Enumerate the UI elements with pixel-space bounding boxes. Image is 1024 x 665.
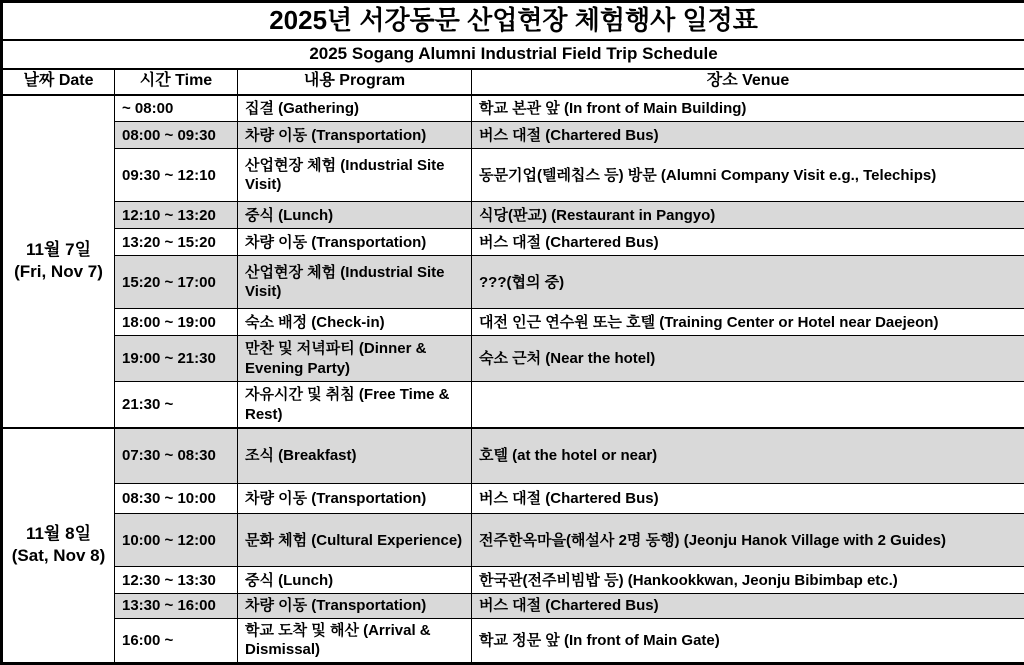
venue-cell: 한국관(전주비빔밥 등) (Hankookkwan, Jeonju Bibimbap etc.)	[472, 567, 1024, 594]
time-cell: 18:00 ~ 19:00	[115, 309, 238, 336]
schedule-row	[2, 382, 1024, 428]
schedule-row	[2, 428, 1024, 484]
time-cell: 13:20 ~ 15:20	[115, 229, 238, 256]
venue-cell: 버스 대절 (Chartered Bus)	[472, 229, 1024, 256]
date-cell-day2	[2, 428, 115, 664]
col-header-date: 날짜 Date	[2, 69, 115, 95]
schedule-row	[2, 309, 1024, 336]
venue-cell: 전주한옥마을(해설사 2명 동행) (Jeonju Hanok Village with 2 Guides)	[472, 514, 1024, 567]
time-cell: 07:30 ~ 08:30	[115, 428, 238, 484]
time-cell: 13:30 ~ 16:00	[115, 594, 238, 619]
program-cell: 차량 이동 (Transportation)	[238, 229, 472, 256]
time-cell: 10:00 ~ 12:00	[115, 514, 238, 567]
subtitle-row	[2, 40, 1024, 69]
time-cell: 12:10 ~ 13:20	[115, 202, 238, 229]
time-cell: 21:30 ~	[115, 382, 238, 428]
date-english: (Fri, Nov 7)	[5, 261, 112, 283]
program-cell: 차량 이동 (Transportation)	[238, 122, 472, 149]
schedule-row	[2, 594, 1024, 619]
program-cell: 중식 (Lunch)	[238, 567, 472, 594]
title-row	[2, 2, 1024, 40]
schedule-row	[2, 95, 1024, 122]
col-header-venue: 장소 Venue	[472, 69, 1024, 95]
time-cell: 16:00 ~	[115, 618, 238, 663]
program-cell: 집결 (Gathering)	[238, 95, 472, 122]
venue-cell: 동문기업(텔레칩스 등) 방문 (Alumni Company Visit e.g., Telechips)	[472, 149, 1024, 202]
page-title: 2025년 서강동문 산업현장 체험행사 일정표	[2, 2, 1024, 40]
program-cell: 차량 이동 (Transportation)	[238, 484, 472, 514]
venue-cell: 대전 인근 연수원 또는 호텔 (Training Center or Hotel near Daejeon)	[472, 309, 1024, 336]
schedule-row	[2, 229, 1024, 256]
program-cell: 산업현장 체험 (Industrial Site Visit)	[238, 256, 472, 309]
venue-cell: 숙소 근처 (Near the hotel)	[472, 336, 1024, 382]
time-cell: 09:30 ~ 12:10	[115, 149, 238, 202]
schedule-row	[2, 336, 1024, 382]
schedule-row	[2, 149, 1024, 202]
column-header-row	[2, 69, 1024, 95]
time-cell: ~ 08:00	[115, 95, 238, 122]
schedule-row	[2, 514, 1024, 567]
schedule-row	[2, 122, 1024, 149]
date-korean: 11월 7일	[5, 239, 112, 261]
time-cell: 08:00 ~ 09:30	[115, 122, 238, 149]
venue-cell: 버스 대절 (Chartered Bus)	[472, 594, 1024, 619]
program-cell: 숙소 배정 (Check-in)	[238, 309, 472, 336]
time-cell: 19:00 ~ 21:30	[115, 336, 238, 382]
program-cell: 중식 (Lunch)	[238, 202, 472, 229]
time-cell: 08:30 ~ 10:00	[115, 484, 238, 514]
program-cell: 문화 체험 (Cultural Experience)	[238, 514, 472, 567]
schedule-row	[2, 567, 1024, 594]
date-cell-day1	[2, 95, 115, 428]
venue-cell: 식당(판교) (Restaurant in Pangyo)	[472, 202, 1024, 229]
schedule-row	[2, 202, 1024, 229]
venue-cell: 호텔 (at the hotel or near)	[472, 428, 1024, 484]
page-subtitle: 2025 Sogang Alumni Industrial Field Trip Schedule	[2, 40, 1024, 69]
program-cell: 만찬 및 저녁파티 (Dinner & Evening Party)	[238, 336, 472, 382]
program-cell: 조식 (Breakfast)	[238, 428, 472, 484]
col-header-time: 시간 Time	[115, 69, 238, 95]
venue-cell: 버스 대절 (Chartered Bus)	[472, 122, 1024, 149]
venue-cell: 버스 대절 (Chartered Bus)	[472, 484, 1024, 514]
program-cell: 자유시간 및 취침 (Free Time & Rest)	[238, 382, 472, 428]
program-cell: 차량 이동 (Transportation)	[238, 594, 472, 619]
time-cell: 15:20 ~ 17:00	[115, 256, 238, 309]
venue-cell: ???(협의 중)	[472, 256, 1024, 309]
date-korean: 11월 8일	[5, 523, 112, 545]
date-english: (Sat, Nov 8)	[5, 545, 112, 567]
program-cell: 산업현장 체험 (Industrial Site Visit)	[238, 149, 472, 202]
col-header-program: 내용 Program	[238, 69, 472, 95]
schedule-row	[2, 484, 1024, 514]
venue-cell	[472, 382, 1024, 428]
program-cell: 학교 도착 및 해산 (Arrival & Dismissal)	[238, 618, 472, 663]
schedule-row	[2, 256, 1024, 309]
venue-cell: 학교 정문 앞 (In front of Main Gate)	[472, 618, 1024, 663]
venue-cell: 학교 본관 앞 (In front of Main Building)	[472, 95, 1024, 122]
time-cell: 12:30 ~ 13:30	[115, 567, 238, 594]
